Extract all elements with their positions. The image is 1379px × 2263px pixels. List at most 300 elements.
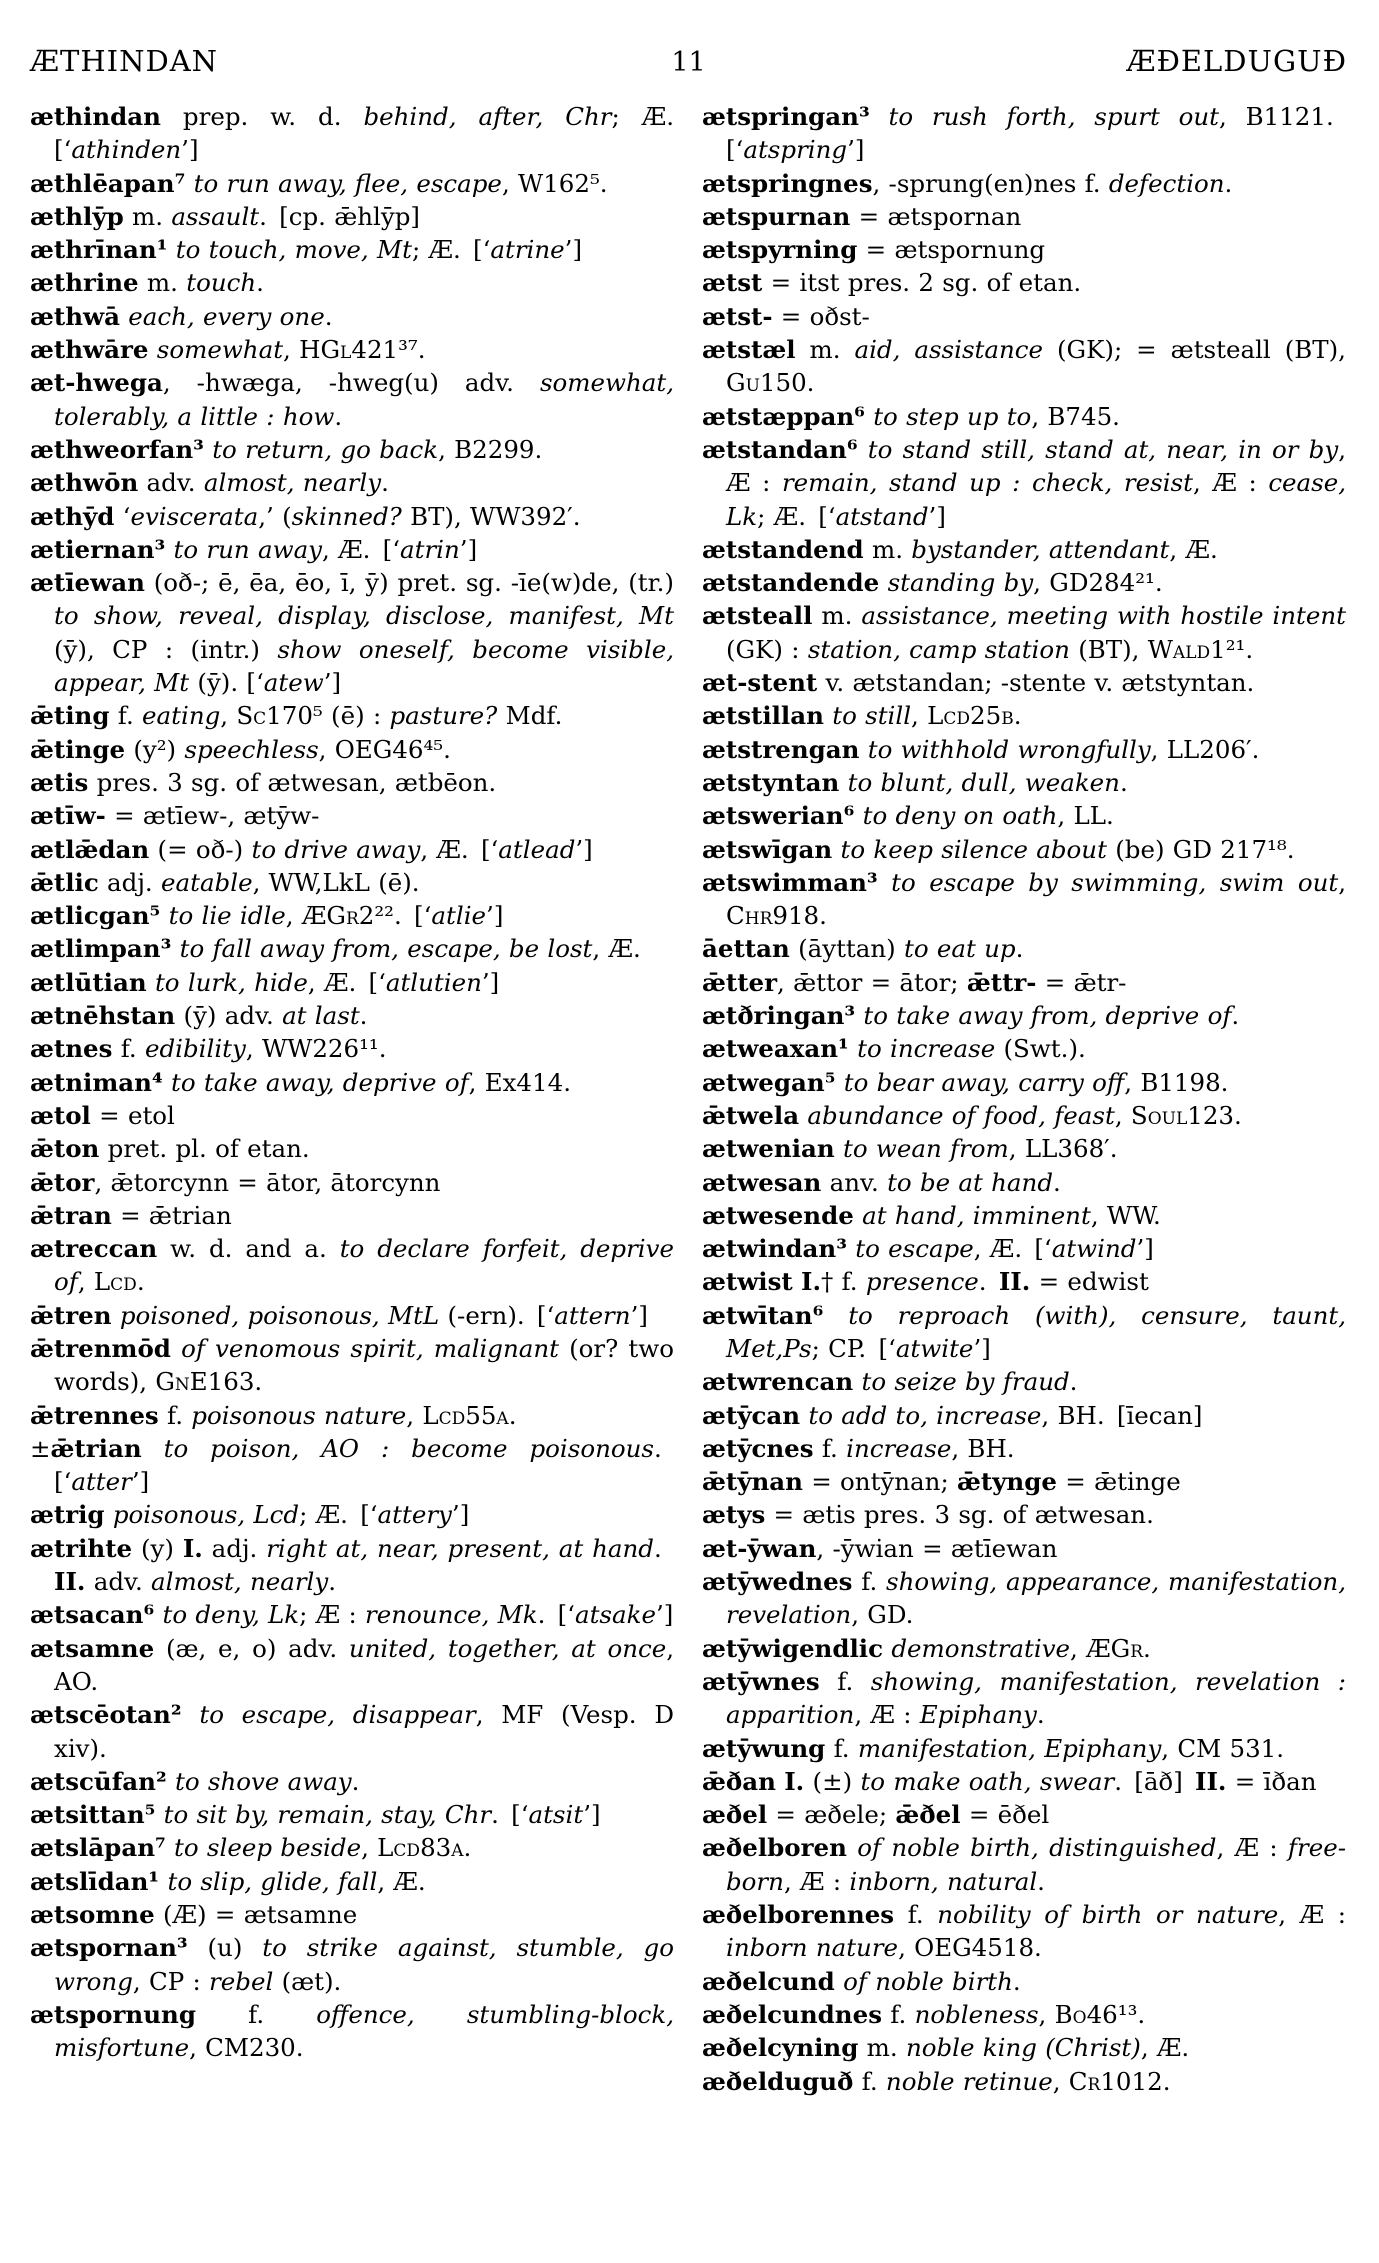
dictionary-entry [702,1565,1346,1632]
entry-text: . [‘ [54,1433,674,1497]
entry-text: inborn, natural [849,1866,1038,1896]
entry-text: ,’ ( [258,501,292,531]
dictionary-entry [702,699,1346,732]
entry-text: to touch, move, Mt [175,235,412,265]
dictionary-entry [30,1199,674,1232]
dictionary-entry [702,533,1346,566]
entry-text [839,768,847,797]
columns-container [30,100,1347,2098]
entry-headword: ætstandende [702,568,880,598]
entry-text: , WW226¹¹. [245,1034,387,1064]
entry-text: , Æ : [1216,1833,1288,1863]
entry-headword: ætscēotan² [30,1700,182,1730]
entry-headword: ætīw- [30,801,106,831]
entry-text: renounce, Mk [365,1600,538,1630]
entry-text: Lcd25b [927,701,1014,731]
dictionary-entry [702,1032,1346,1065]
entry-text: ’] [1136,1234,1154,1264]
dictionary-entry [702,799,1346,832]
entry-text: , AO. [54,1633,675,1696]
entry-headword: æt-ȳwan [702,1533,817,1563]
entry-text: , [1052,2066,1069,2096]
entry-text: . [463,1833,472,1863]
entry-headword: ætrig [30,1500,105,1530]
entry-text: of venomous spirit, malignant [181,1333,559,1363]
entry-text: atwind [1051,1234,1137,1264]
entry-headword: ǣtor [30,1167,95,1197]
entry-text: , Æ. [‘ [322,534,400,564]
dictionary-entry [702,1532,1346,1565]
entry-text: ’] [847,135,865,165]
entry-text: , CM 531. [1161,1733,1285,1763]
entry-headword: ætst [702,268,763,298]
dictionary-entry [702,1265,1346,1298]
entry-text: , Æ. [1140,2033,1190,2063]
entry-text: (be) GD 217¹⁸. [1106,834,1295,864]
entry-text: ’] [451,1500,470,1530]
entry-text: to deny, Lk [162,1600,300,1630]
dictionary-entry [702,766,1346,799]
entry-headword: ætswerian⁶ [702,801,855,831]
entry-text: atlutien [385,967,482,997]
entry-text: , BH. [īecan] [1041,1400,1203,1430]
entry-text: to show, reveal, display, disclose, manifest, Mt [54,601,674,631]
entry-text: = ǣtinge [1056,1467,1181,1497]
entry-text: pasture? [389,701,498,731]
entry-text: Lcd83a [377,1833,464,1863]
page-header [30,44,1347,78]
entry-text: (ē) : [322,701,390,731]
entry-text: ǣttr- [966,967,1037,997]
entry-text: m. [123,201,172,231]
entry-text: ; Æ : [299,1600,366,1630]
entry-text: , Æ. [‘ [420,834,499,864]
entry-text: . [cp. ǣhlȳp] [259,201,420,231]
entry-text: m. [858,2033,906,2063]
entry-headword: ætnes [30,1034,113,1064]
entry-text: Gu150 [726,368,807,398]
dictionary-entry [702,966,1346,999]
entry-text: , OEG46⁴⁵. [318,734,451,764]
dictionary-entry [702,733,1346,766]
entry-text: to fall away from, escape, be lost [179,934,593,964]
entry-headword: æðelduguð [702,2066,854,2096]
entry-text: = æðele; [767,1800,896,1830]
entry-text: at last [282,1001,360,1031]
entry-text: to escape by swimming, swim out [891,867,1339,897]
entry-text: II. [1195,1766,1227,1796]
entry-text: prep. w. d. [160,102,364,131]
entry-text: to take away from, deprive of [863,1001,1232,1031]
entry-text [835,1967,843,1996]
entry-text: to be at hand [887,1167,1054,1197]
dictionary-entry [30,733,674,766]
entry-text: Wald1²¹ [1147,634,1246,664]
entry-text: poisonous nature [191,1400,407,1430]
entry-headword: æthindan [30,102,161,131]
dictionary-entry [30,1432,674,1499]
entry-text: ’] [928,501,946,531]
entry-text: . [āð] [1114,1766,1195,1796]
entry-text: . [1143,1633,1151,1663]
entry-headword: ætȳwigendlic [702,1633,884,1663]
entry-text: . [806,368,815,398]
entry-text: ’] [131,1467,150,1497]
entry-text: to withhold wrongfully [867,734,1151,764]
entry-text: f. [894,1900,938,1930]
entry-text: speechless [184,734,319,764]
entry-text [112,1301,120,1330]
dictionary-entry [30,899,674,932]
entry-text: . [1162,2066,1171,2096]
dictionary-entry [30,1132,674,1165]
entry-headword: ætspurnan [702,201,851,231]
entry-text: offence, stumbling-block, misfortune [54,1999,674,2063]
entry-text: = ætīew-, ætȳw- [105,801,320,831]
entry-text: = ætis pres. 3 sg. of ætwesan. [765,1500,1154,1530]
entry-text: ’] [486,901,504,931]
dictionary-entry [702,1665,1346,1732]
entry-text [865,402,873,431]
entry-text: athinden [71,135,182,165]
entry-text: noble king (Christ) [905,2033,1141,2063]
entry-text: at hand, imminent [862,1200,1091,1230]
entry-headword: ætȳwednes [702,1567,853,1597]
entry-text: edibility [144,1034,246,1064]
entry-text: of noble birth [843,1966,1013,1996]
entry-text: ; Æ. [‘ [411,235,491,265]
dictionary-entry [30,833,674,866]
entry-text: , Æ : [1278,1900,1346,1930]
dictionary-entry [702,999,1346,1032]
entry-text: atew [263,668,324,698]
entry-text: . [978,1267,999,1297]
entry-text: to sit by, remain, stay, Chr [163,1800,492,1830]
entry-headword: ætwenian [702,1134,835,1164]
entry-headword: ætspringan³ [702,102,870,131]
entry-text: eating [142,701,221,731]
entry-text: . [1137,1999,1146,2029]
entry-text: I. [801,1267,822,1297]
entry-text: attern [554,1300,631,1330]
entry-text: = ætspornan [850,201,1022,231]
entry-text: to step up to [873,401,1032,431]
dictionary-entry [30,1998,674,2065]
entry-headword: ætiernan³ [30,534,166,564]
entry-text [835,1068,843,1097]
dictionary-entry [30,799,674,832]
entry-text: pres. 3 sg. of ætwesan, ætbēon. [88,767,497,797]
entry-text: (ȳ) adv. [175,1001,283,1031]
entry-text: . [819,901,827,931]
dictionary-entry [30,533,674,566]
dictionary-entry [702,1831,1346,1898]
entry-text: , -ȳwian = ætīewan [816,1533,1058,1563]
entry-text: . [1119,767,1128,797]
entry-text: to drive away [251,834,421,864]
dictionary-entry [702,866,1346,933]
entry-text: to run away, flee, escape [193,168,502,198]
entry-text: II. [54,1567,86,1597]
entry-text [847,1833,857,1862]
entry-text: = ætspornung [857,235,1046,265]
entry-headword: ǣtter [702,967,778,997]
entry-text: ’] [973,1333,991,1363]
entry-text: to eat up [904,934,1016,964]
entry-text: (BT), [1069,634,1148,664]
entry-text: . [256,268,264,298]
entry-text: . [328,1567,337,1597]
dictionary-entry [30,1898,674,1931]
entry-text: , BH. [951,1433,1015,1463]
entry-text: m. [812,601,862,631]
entry-text: each, every one [128,301,325,331]
dictionary-entry [702,1099,1346,1132]
entry-text [185,169,193,198]
entry-text: atsake [574,1600,656,1630]
entry-text: . [1069,1367,1078,1397]
entry-headword: ætreccan [30,1234,158,1264]
entry-headword: ǣtlic [30,867,99,897]
entry-text: adj. [202,1533,267,1563]
entry-text: assistance, meeting with hostile intent [861,601,1346,631]
entry-text: inborn nature [726,1933,899,1963]
entry-headword: ætspornung [30,1999,196,2029]
entry-headword: ætwītan⁶ [702,1300,824,1330]
entry-text: = edwist [1030,1267,1149,1297]
entry-text: , [406,1400,423,1430]
dictionary-entry [30,932,674,965]
entry-text: to lurk, hide [154,967,308,997]
entry-text: ’] [655,1600,674,1630]
entry-text: f. [112,1034,145,1064]
entry-text: ; Æ. [‘ [54,102,675,165]
entry-text: f. [158,1400,192,1430]
dictionary-entry [30,1698,674,1765]
entry-text [154,1600,162,1629]
entry-headword: æthlēapan⁷ [30,168,186,198]
entry-text [853,1367,861,1396]
entry-headword: ætwesan [702,1167,822,1197]
entry-text: Epiphany [919,1700,1037,1730]
entry-text: (y) [132,1533,183,1563]
entry-headword: ǣtrennes [30,1400,159,1430]
entry-headword: ætniman⁴ [30,1067,163,1097]
entry-headword: æt-stent [702,668,818,698]
entry-text: , B1198. [1124,1067,1229,1097]
entry-text: ‘ [114,501,131,531]
entry-text: ± [30,1433,51,1463]
entry-text: . [1037,1866,1045,1896]
entry-headword: ætol [30,1100,91,1130]
entry-text: atstand [835,501,929,531]
entry-headword: ætlǣdan [30,834,150,864]
entry-text: to poison, AO : become poisonous [163,1433,654,1463]
entry-text: GnE163 [155,1367,255,1397]
dictionary-entry [702,266,1346,299]
entry-text: (Swt.). [995,1034,1086,1064]
entry-text: ’] [181,135,199,165]
entry-text: defection [1108,168,1225,198]
dictionary-entry [30,1598,674,1631]
header-guideword-left: ÆTHINDAN [30,44,219,78]
dictionary-entry [30,1798,674,1831]
entry-text: pret. pl. of etan. [99,1134,310,1164]
dictionary-entry [30,999,674,1032]
entry-text: , OEG4518. [898,1933,1042,1963]
dictionary-entry [702,1066,1346,1099]
entry-text: manifestation, Epiphany [857,1733,1162,1763]
entry-text: , B745. [1031,401,1120,431]
entry-text: to shove away [175,1766,352,1796]
entry-text: to add to, increase [808,1400,1042,1430]
entry-headword: æðelcund [702,1966,835,1996]
dictionary-entry [702,1432,1346,1465]
entry-text: adv. [138,468,204,498]
entry-headword: ætstrengan [702,734,860,764]
entry-text: † f. [821,1267,866,1297]
entry-headword: æthweorfan³ [30,434,204,464]
entry-text [870,102,889,131]
entry-headword: ǣtȳnan [702,1467,803,1497]
entry-text: . [‘ [394,901,432,931]
entry-text: = īðan [1226,1766,1317,1796]
entry-text: Mdf. [497,701,563,731]
entry-headword: ǣtran [30,1200,112,1230]
entry-text: (or? two words), [54,1333,674,1397]
entry-text: ǣðel [895,1800,961,1830]
entry-text: abundance of food, feast [807,1100,1115,1130]
entry-text: , CM230. [189,2033,304,2063]
entry-text: to bear away, carry off [843,1067,1125,1097]
dictionary-entry [702,833,1346,866]
entry-text: m. [863,534,912,564]
entry-text: to return, go back [212,434,439,464]
entry-text: to take away, deprive of [170,1067,469,1097]
entry-text: behind, after, Chr [363,102,612,131]
entry-text: , LL368′. [1008,1134,1118,1164]
entry-text: I. [182,1533,203,1563]
entry-text: to deny on oath [862,801,1058,831]
entry-headword: ætstandan⁶ [702,434,858,464]
entry-headword: æðel [702,1800,768,1830]
dictionary-entry [702,1465,1346,1498]
header-guideword-right: ÆÐELDUGUÐ [1126,44,1348,78]
entry-text: atrine [490,235,565,265]
entry-text: m. [795,335,855,365]
entry-text: showing, appearance, manifestation, revelation [726,1567,1347,1630]
entry-text: (æt). [273,1966,342,1996]
entry-text: to run away [173,534,323,564]
entry-text: . [‘ [537,1600,575,1630]
entry-text: f. [853,2066,886,2096]
entry-text: bystander, attendant [911,534,1170,564]
entry-headword: æthrīnan¹ [30,235,168,265]
entry-headword: æthlȳp [30,201,124,231]
entry-text: , [220,701,237,731]
dictionary-entry [30,1399,674,1432]
dictionary-entry [30,866,674,899]
entry-text [147,968,155,997]
dictionary-entry [702,1399,1346,1432]
entry-text: united, together, at once [348,1633,667,1663]
column-right [702,100,1346,2098]
dictionary-entry [30,466,674,499]
entry-headword: æthwāre [30,335,149,365]
entry-text: touch [186,268,257,298]
entry-text: , [361,1833,378,1863]
entry-headword: æt-hwega [30,368,163,398]
entry-text: , [283,335,300,365]
dictionary-entry [702,1365,1346,1398]
entry-text: , WW. [1090,1200,1161,1230]
dictionary-entry [702,1765,1346,1798]
entry-text [167,235,175,264]
entry-text: atsit [528,1800,584,1830]
entry-text: w. d. and a. [157,1234,340,1264]
entry-text: . [136,1267,145,1297]
entry-text: , [911,701,928,731]
entry-text [171,934,179,963]
entry-text: , [1338,867,1346,897]
entry-text [166,1833,174,1862]
entry-headword: æthwōn [30,468,139,498]
entry-text: . [1053,1167,1061,1197]
entry-text: to seize by fraud [861,1367,1070,1397]
entry-text: to reproach (with), censure, taunt, Met,Ps [726,1300,1346,1363]
entry-text: , [285,901,302,931]
entry-headword: ætȳwnes [702,1666,820,1696]
entry-text: demonstrative [891,1633,1071,1663]
dictionary-entry [702,1632,1346,1665]
entry-headword: ætstandend [702,534,864,564]
dictionary-entry [702,1232,1346,1265]
column-left [30,100,674,2098]
dictionary-entry [30,1066,674,1099]
entry-headword: ætweaxan¹ [702,1034,849,1064]
entry-text: (GK) : [726,634,808,664]
entry-headword: ǣtinge [30,734,126,764]
entry-text: (y²) [125,734,185,764]
entry-text: . [324,301,333,331]
entry-headword: ǣtrian [50,1433,142,1463]
entry-text: ; Æ. [‘ [299,1500,378,1530]
entry-text: f. [813,1433,847,1463]
entry-headword: ætsacan⁶ [30,1600,155,1630]
entry-text: ’] [459,534,478,564]
entry-text: aid, assistance [854,335,1043,365]
entry-headword: ætspornan³ [30,1933,188,1963]
entry-text: ÆGr [1086,1633,1144,1663]
entry-headword: ætðringan³ [702,1001,856,1031]
entry-text: attery [377,1500,452,1530]
dictionary-entry [30,266,674,299]
entry-text: , Æ. [377,1866,426,1896]
entry-text: . [254,1367,263,1397]
entry-text: , W162⁵. [501,168,608,198]
entry-text: , ǣttor = ātor; [777,967,967,997]
entry-text: = oðst- [772,301,870,331]
entry-text: . [351,1766,360,1796]
entry-headword: ætlimpan³ [30,934,172,964]
entry-text: (oð-; ē, ēa, ēo, ī, ȳ) pret. sg. -īe(w)de, (tr.) [144,568,674,598]
entry-text: , Æ. [592,934,641,964]
entry-headword: ætrihte [30,1533,133,1563]
entry-text: , Æ : [1192,468,1269,498]
entry-headword: æthwā [30,301,120,331]
entry-text: ’] [564,235,583,265]
entry-text: atspring [743,135,848,165]
